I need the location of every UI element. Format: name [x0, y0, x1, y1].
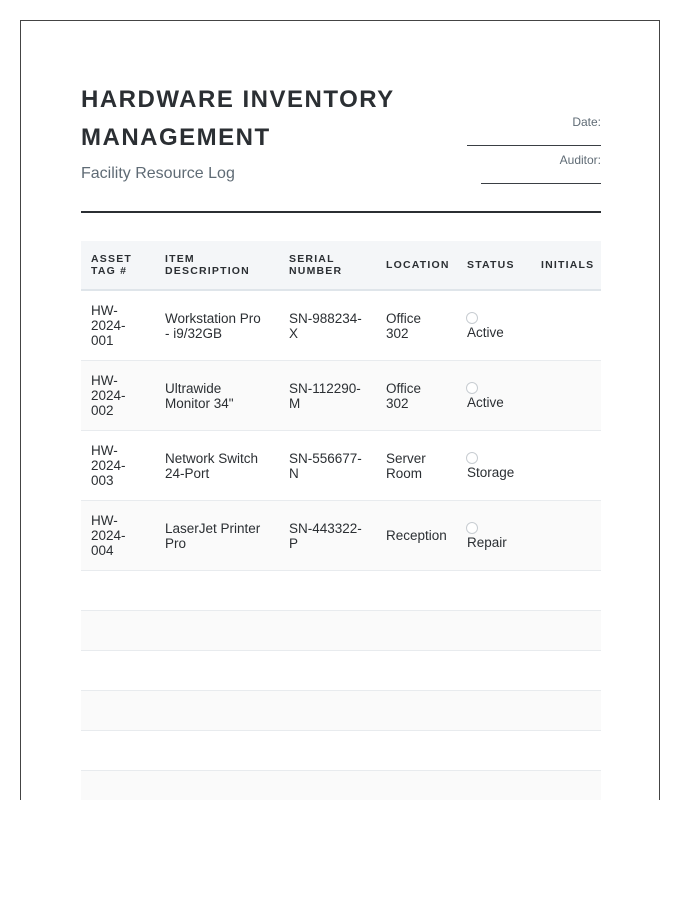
status-cell [457, 431, 531, 501]
initials-cell[interactable] [531, 431, 601, 501]
column-header-status: STATUS [457, 241, 531, 290]
location-cell: Server Room [376, 431, 457, 501]
location-cell: Office 302 [376, 361, 457, 431]
inventory-sheet [20, 20, 660, 800]
description-cell: LaserJet Printer Pro [155, 501, 279, 571]
empty-table-row[interactable] [81, 731, 601, 771]
location-cell: Office 302 [376, 290, 457, 361]
initials-cell[interactable] [531, 290, 601, 361]
document-subtitle: Facility Resource Log [81, 165, 235, 182]
column-header-initials: INITIALS [531, 241, 601, 290]
status-radio-icon[interactable] [466, 522, 478, 534]
document-header [81, 81, 601, 213]
status-radio-icon[interactable] [466, 452, 478, 464]
asset-tag-cell: HW-2024-001 [81, 290, 155, 361]
auditor-label: Auditor: [559, 153, 601, 167]
status-label: Storage [467, 464, 515, 480]
serial-cell: SN-556677-N [279, 431, 376, 501]
date-field-line[interactable] [467, 145, 601, 146]
column-header-asset-tag: ASSET TAG # [81, 241, 155, 290]
status-radio-icon[interactable] [466, 382, 478, 394]
table-row [81, 361, 601, 431]
description-cell: Network Switch 24-Port [155, 431, 279, 501]
inventory-table [81, 241, 601, 800]
asset-tag-cell: HW-2024-003 [81, 431, 155, 501]
column-header-serial-number: SERIAL NUMBER [279, 241, 376, 290]
serial-cell: SN-443322-P [279, 501, 376, 571]
status-label: Active [467, 324, 504, 340]
table-header-row [81, 241, 601, 290]
status-label: Repair [467, 534, 507, 550]
empty-table-row[interactable] [81, 571, 601, 611]
description-cell: Workstation Pro - i9/32GB [155, 290, 279, 361]
table-row [81, 431, 601, 501]
empty-table-row[interactable] [81, 651, 601, 691]
initials-cell[interactable] [531, 361, 601, 431]
initials-cell[interactable] [531, 501, 601, 571]
status-cell [457, 290, 531, 361]
asset-tag-cell: HW-2024-002 [81, 361, 155, 431]
status-cell [457, 361, 531, 431]
serial-cell: SN-988234-X [279, 290, 376, 361]
date-label: Date: [572, 115, 601, 129]
asset-tag-cell: HW-2024-004 [81, 501, 155, 571]
empty-table-row[interactable] [81, 611, 601, 651]
empty-table-row[interactable] [81, 771, 601, 801]
column-header-item-description: ITEM DESCRIPTION [155, 241, 279, 290]
empty-table-row[interactable] [81, 691, 601, 731]
table-row [81, 290, 601, 361]
table-row [81, 501, 601, 571]
document-title: HARDWARE INVENTORY MANAGEMENT [81, 86, 395, 151]
column-header-location: LOCATION [376, 241, 457, 290]
status-label: Active [467, 394, 504, 410]
description-cell: Ultrawide Monitor 34" [155, 361, 279, 431]
status-cell [457, 501, 531, 571]
auditor-field-line[interactable] [481, 183, 601, 184]
serial-cell: SN-112290-M [279, 361, 376, 431]
status-radio-icon[interactable] [466, 312, 478, 324]
location-cell: Reception [376, 501, 457, 571]
